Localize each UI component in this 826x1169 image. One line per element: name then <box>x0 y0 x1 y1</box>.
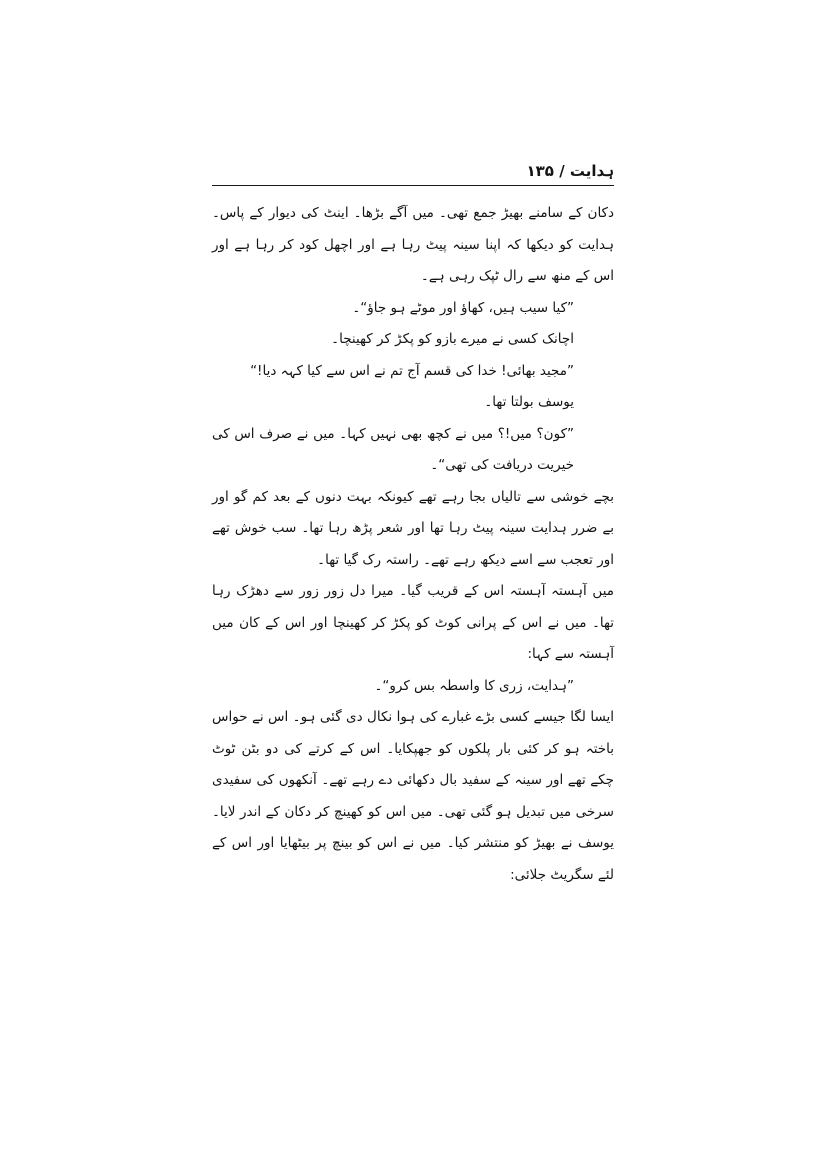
header-rule <box>212 185 614 186</box>
dialogue-line: ”کون؟ میں!؟ میں نے کچھ بھی نہیں کہا۔ میں نے صرف اس کی خیریت دریافت کی تھی“۔ <box>212 425 574 473</box>
paragraph: اچانک کسی نے میرے بازو کو پکڑ کر کھینچا۔ <box>331 331 574 347</box>
dialogue-line: ”مجید بھائی! خدا کی قسم آج تم نے اس سے کیا کہہ دیا!“ <box>250 362 574 379</box>
paragraph: ایسا لگا جیسے کسی بڑے غبارے کی ہوا نکال دی گئی ہو۔ اس نے حواس باختہ ہو کر کئی بار پلکوں کو جھپکایا۔ اس کے کرتے کی دو بٹن ٹوٹ چکے تھے اور سینہ کے سفید بال دکھائی دے رہے تھے۔ آنکھوں کی سفیدی سرخی میں تبدیل ہو گئی تھی۔ میں اس کو کھینچ کر دکان کے اندر لایا۔ یوسف نے بھیڑ کو منتشر کیا۔ میں نے اس کو بینچ پر بیٹھایا اور اس کے لئے سگریٹ جلائی: <box>212 709 614 883</box>
paragraph: دکان کے سامنے بھیڑ جمع تھی۔ میں آگے بڑھا۔ اینٹ کی دیوار کے پاس۔ ہدایت کو دیکھا کہ اپنا سینہ پیٹ رہا ہے اور اچھل کود کر رہا ہے اور اس کے منھ سے رال ٹپک رہی ہے۔ <box>212 205 614 284</box>
running-header <box>212 160 614 182</box>
paragraph: میں آہستہ آہستہ اس کے قریب گیا۔ میرا دل زور زور سے دھڑک رہا تھا۔ میں نے اس کے پرانی کوٹ کو پکڑ کر کھینچا اور اس کے کان میں آہستہ سے کہا: <box>212 583 614 662</box>
dialogue-line: ”کیا سیب ہیں، کھاؤ اور موٹے ہو جاؤ“۔ <box>352 299 574 316</box>
dialogue-line: ”ہدایت، زری کا واسطہ بس کرو“۔ <box>374 677 574 694</box>
paragraph: بچے خوشی سے تالیاں بجا رہے تھے کیونکہ بہت دنوں کے بعد کم گو اور بے ضرر ہدایت سینہ پیٹ رہا تھا اور شعر پڑھ رہا تھا۔ سب خوش تھے اور تعجب سے اسے دیکھ رہے تھے۔ راستہ رک گیا تھا۔ <box>212 488 614 568</box>
paragraph: یوسف بولتا تھا۔ <box>484 394 574 410</box>
page-body <box>212 198 614 891</box>
running-title: ہدایت / ۱۳۵ <box>526 162 614 180</box>
